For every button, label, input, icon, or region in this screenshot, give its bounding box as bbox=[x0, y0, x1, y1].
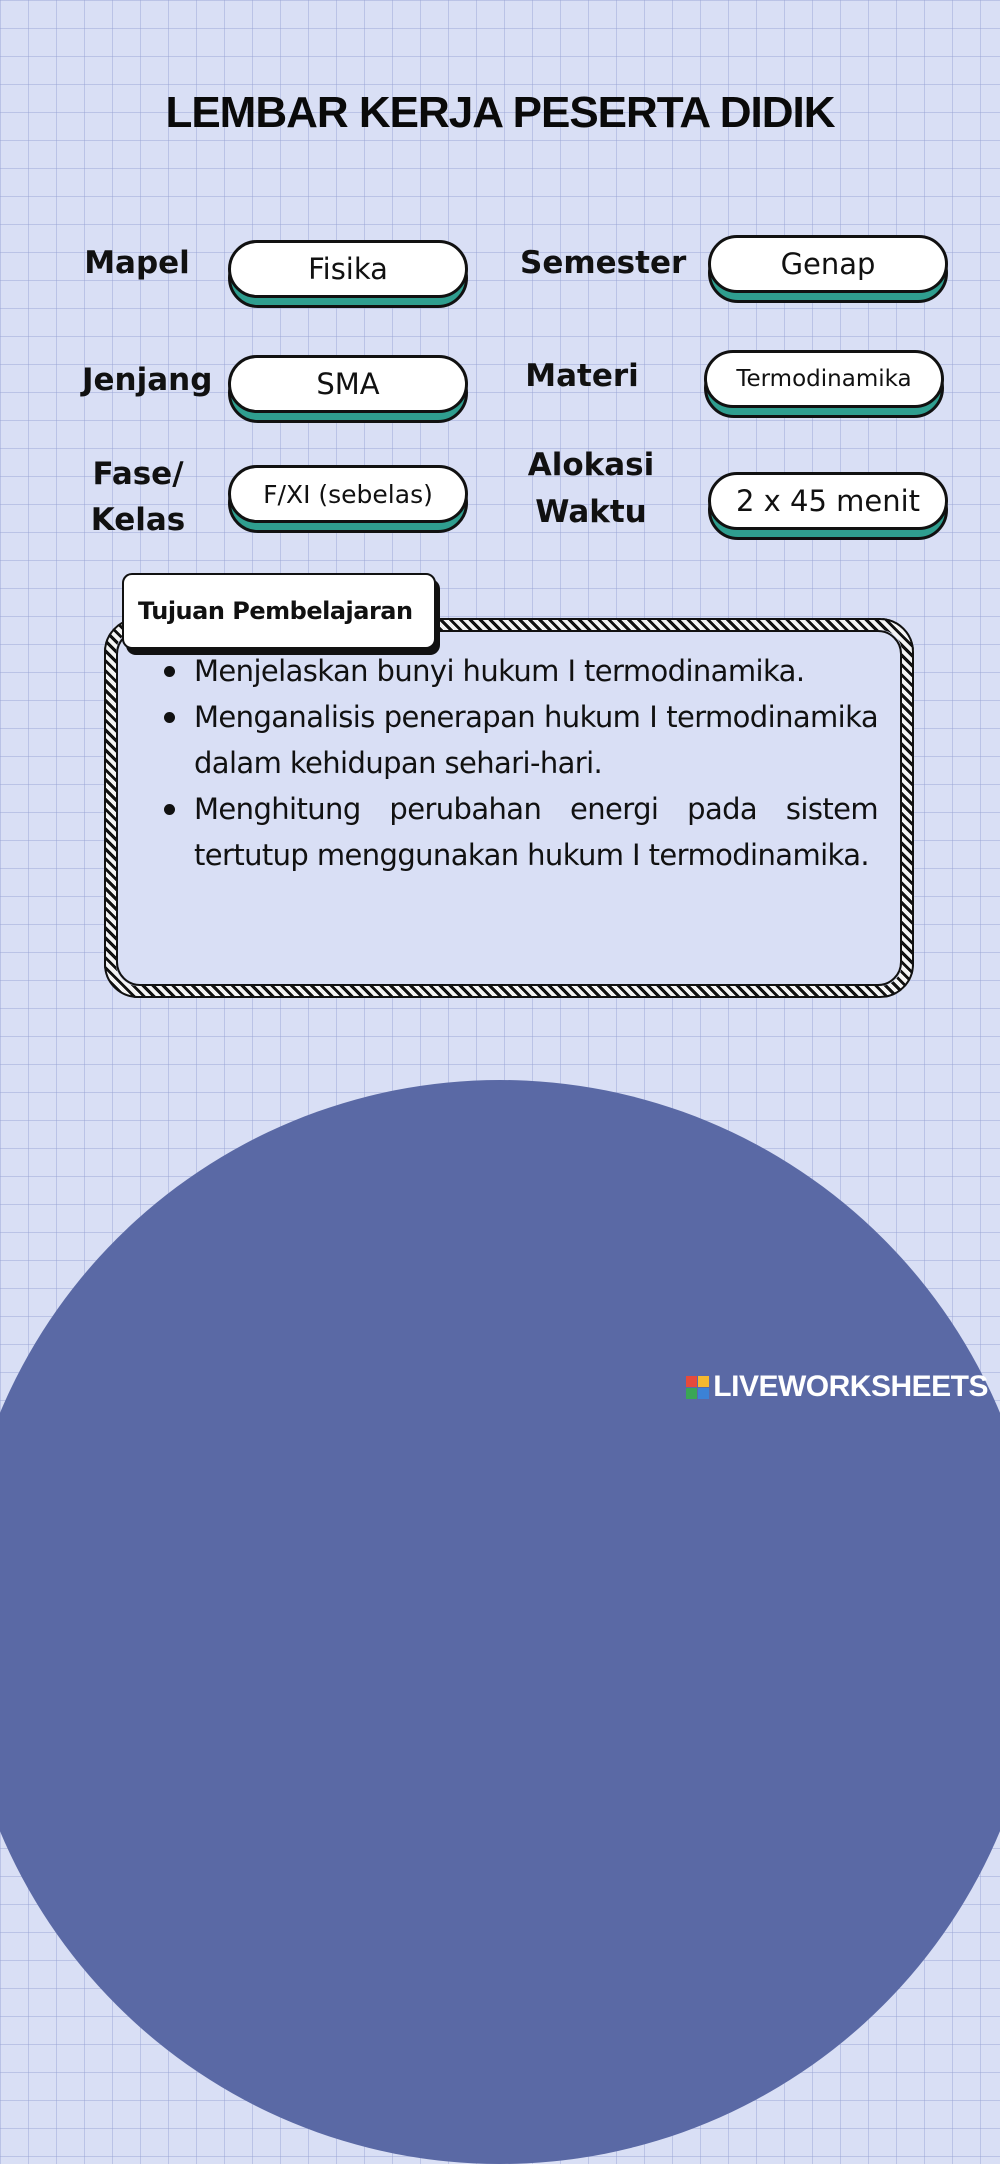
field-semester bbox=[708, 235, 946, 299]
liveworksheets-icon bbox=[686, 1376, 709, 1399]
liveworksheets-logo[interactable] bbox=[686, 1370, 988, 1404]
field-mapel bbox=[228, 240, 466, 304]
label-materi: Materi bbox=[525, 358, 639, 394]
list-item-text: Menjelaskan bunyi hukum I termodinamika. bbox=[194, 654, 805, 688]
label-waktu: Waktu bbox=[535, 494, 647, 530]
label-mapel: Mapel bbox=[84, 245, 190, 281]
bullet-icon bbox=[164, 666, 175, 677]
field-jenjang bbox=[228, 355, 466, 419]
value-semester: Genap bbox=[708, 235, 948, 293]
value-materi: Termodinamika bbox=[704, 350, 944, 408]
brand-name: LIVEWORKSHEETS bbox=[713, 1370, 988, 1403]
label-alokasi: Alokasi bbox=[527, 447, 655, 483]
field-materi bbox=[704, 350, 942, 414]
page-title: LEMBAR KERJA PESERTA DIDIK bbox=[165, 88, 835, 137]
list-item bbox=[160, 786, 878, 878]
label-fase: Fase/ bbox=[92, 456, 184, 492]
list-item bbox=[160, 648, 878, 694]
bullet-icon bbox=[164, 804, 175, 815]
field-alokasi-waktu bbox=[708, 472, 946, 536]
value-jenjang: SMA bbox=[228, 355, 468, 413]
bullet-icon bbox=[164, 712, 175, 723]
value-mapel: Fisika bbox=[228, 240, 468, 298]
label-jenjang: Jenjang bbox=[82, 362, 213, 398]
list-item-text: Menghitung perubahan energi pada sistem tertutup menggunakan hukum I termodinamika. bbox=[194, 792, 878, 872]
value-fase-kelas: F/XI (sebelas) bbox=[228, 465, 468, 523]
tujuan-list bbox=[160, 648, 878, 878]
label-semester: Semester bbox=[520, 245, 687, 281]
field-fase-kelas bbox=[228, 465, 466, 529]
tujuan-heading: Tujuan Pembelajaran bbox=[122, 573, 436, 649]
value-alokasi-waktu: 2 x 45 menit bbox=[708, 472, 948, 530]
list-item bbox=[160, 694, 878, 786]
list-item-text: Menganalisis penerapan hukum I termodinamika dalam kehidupan sehari-hari. bbox=[194, 700, 878, 780]
decorative-circle bbox=[0, 1080, 1000, 2164]
label-kelas: Kelas bbox=[90, 502, 186, 538]
